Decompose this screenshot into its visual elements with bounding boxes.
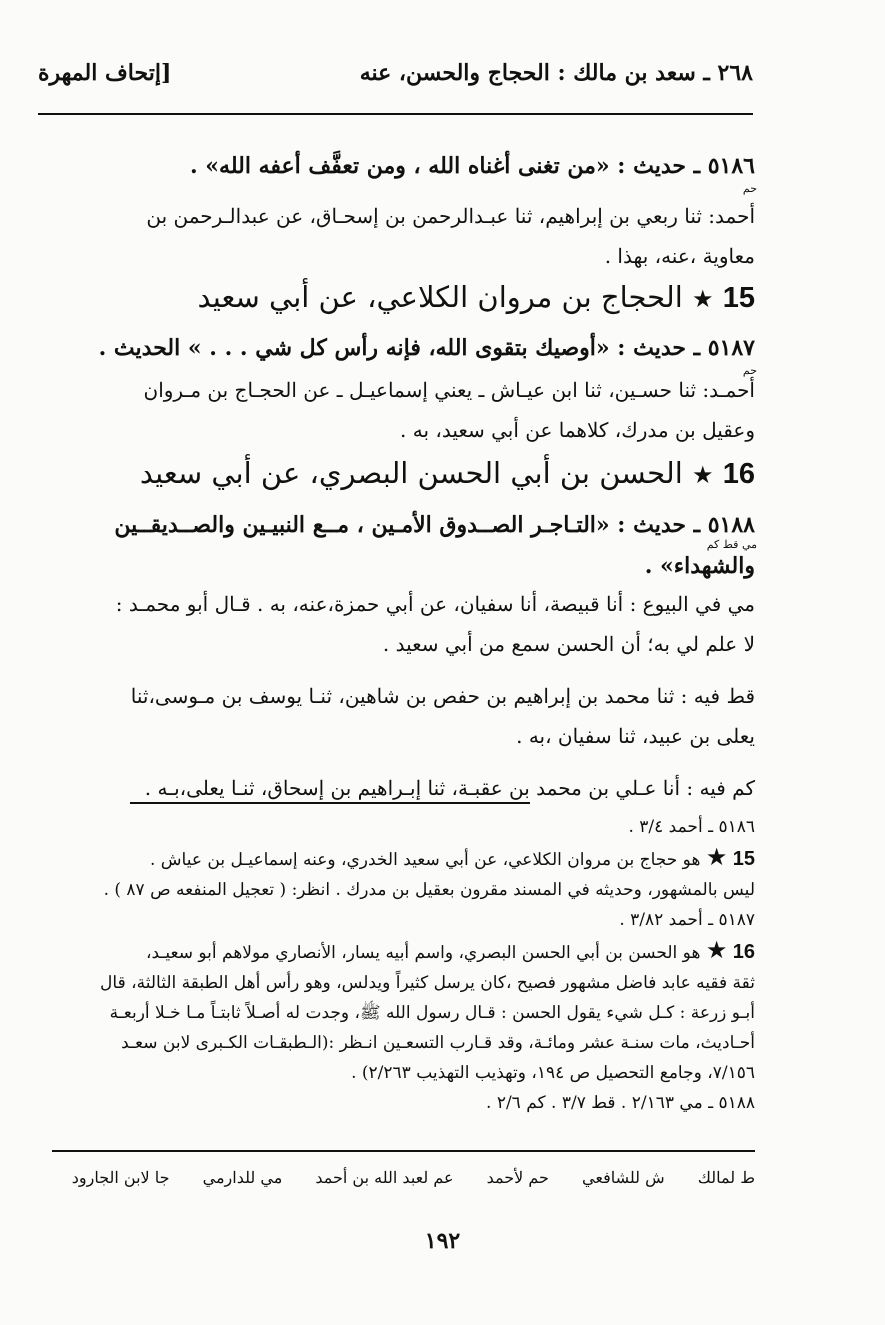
footnote-line <box>52 842 755 875</box>
abbreviation-item: مي للدارمي <box>202 1168 283 1187</box>
hadith-5188-heading-line2: والشهداء» . <box>644 553 755 579</box>
section-title: الحسن بن أبي الحسن البصري، عن أبي سعيد <box>139 456 683 490</box>
hadith-5187-heading: ٥١٨٧ ـ حديث : «أوصيك بتقوى الله، فإنه رأس كل شي . . . » الحديث . <box>98 335 755 361</box>
abbreviation-item: عم لعبد الله بن أحمد <box>315 1168 454 1187</box>
paragraph-line: قط فيه : ثنا محمد بن إبراهيم بن حفص بن شاهين، ثنـا يوسف بن مـوسى،ثنا <box>130 684 755 708</box>
footnote-line: ٥١٨٦ ـ أحمد ٣/٤ . <box>628 817 755 837</box>
hadith-5188-text <box>52 584 755 808</box>
footnote-line: ثقة فقيه عابد فاضل مشهور فصيح ،كان يرسل كثيراً ويدلس، وهو رأس أهل الطبقة الثالثة، قال <box>100 973 755 993</box>
running-header <box>38 60 753 100</box>
star-icon: ★ <box>705 843 728 871</box>
star-icon: ★ <box>692 285 714 313</box>
star-icon: ★ <box>692 461 714 489</box>
section-16 <box>52 450 755 498</box>
hadith-5188-heading: ٥١٨٨ ـ حديث : «التـاجـر الصــدوق الأمـين ، مــع النبيـين والصــديقــين <box>114 512 755 538</box>
footnote-number: 15 <box>732 848 755 870</box>
page-number: ١٩٢ <box>424 1228 461 1254</box>
abbreviation-key <box>52 1168 755 1187</box>
header-chapter-title: ٢٦٨ ـ سعد بن مالك : الحجاج والحسن، عنه <box>359 60 753 86</box>
footnote-line: ٧/١٥٦، وجامع التحصيل ص ١٩٤، وتهذيب التهذيب ٢/٢٦٣) . <box>351 1063 755 1083</box>
footnotes <box>52 812 755 1118</box>
paragraph-line: أحمـد: ثنا حسـين، ثنا ابن عيـاش ـ يعني إسماعيـل ـ عن الحجـاج بن مـروان <box>143 378 755 402</box>
footnote-line: ٥١٨٨ ـ مي ٢/١٦٣ . قط ٣/٧ . كم ٢/٦ . <box>486 1093 755 1113</box>
paragraph-line: أحمد: ثنا ربعي بن إبراهيم، ثنا عبـدالرحمن بن إسحـاق، عن عبدالـرحمن بن <box>146 204 755 228</box>
hadith-5186-text <box>52 196 755 276</box>
footnote-line: ليس بالمشهور، وحديثه في المسند مقرون بعقيل بن مدرك . انظر: ( تعجيل المنفعه ص ٨٧ ) . <box>103 880 755 900</box>
footnote-line: أبـو زرعة : كـل شيء يقول الحسن : قـال رسول الله ﷺ، وجدت له أصـلاً ثابتـاً مـا خـلا أربعـة <box>109 1003 755 1023</box>
footnote-line <box>52 935 755 968</box>
header-rule <box>38 113 753 115</box>
footnote-text: هو الحسن بن أبي الحسن البصري، واسم أبيه يسار، الأنصاري مولاهم أبو سعيـد، <box>146 943 701 963</box>
hadith-5186-siglum: حم <box>742 182 757 195</box>
hadith-5188-heading-cont <box>52 548 755 584</box>
hadith-5188-siglum: مي قط كم <box>706 538 757 551</box>
hadith-5186-heading: ٥١٨٦ ـ حديث : «من تغنى أغناه الله ، ومن تعفَّف أعفه الله» . <box>189 153 755 179</box>
hadith-5188 <box>52 507 755 543</box>
paragraph-line: وعقيل بن مدرك، كلاهما عن أبي سعيد، به . <box>400 418 755 442</box>
hadith-5186 <box>52 148 755 184</box>
paragraph-line: يعلى بن عبيد، ثنا سفيان ،به . <box>516 724 755 748</box>
abbreviation-item: ش للشافعي <box>582 1168 665 1187</box>
section-number: 16 <box>722 458 755 490</box>
footnote-line: أحـاديث، مات سنـة عشر ومائـة، وقد قـارب التسعـين انـظر :(الـطبقـات الكـبرى لابن سعـد <box>121 1033 755 1053</box>
hadith-5187 <box>52 330 755 366</box>
section-15-heading <box>52 274 755 322</box>
paragraph-line: معاوية ،عنه، بهذا . <box>604 244 755 268</box>
footnote-line: ٥١٨٧ ـ أحمد ٣/٨٢ . <box>619 910 755 930</box>
paragraph-line: لا علم لي به؛ أن الحسن سمع من أبي سعيد . <box>382 632 755 656</box>
footnote-text: هو حجاج بن مروان الكلاعي، عن أبي سعيد الخدري، وعنه إسماعيـل بن عياش . <box>149 850 701 870</box>
section-16-heading <box>52 450 755 498</box>
section-number: 15 <box>722 282 755 314</box>
header-book-title: [إتحاف المهرة <box>38 60 172 86</box>
paragraph-line: كم فيه : أنا عـلي بن محمد بن عقبـة، ثنا إبـراهيم بن إسحاق، ثنـا يعلى،بـه . <box>144 776 755 800</box>
abbreviation-rule <box>52 1150 755 1152</box>
footnote-number: 16 <box>732 941 755 963</box>
hadith-5187-siglum: حم <box>742 364 757 377</box>
section-title: الحجاج بن مروان الكلاعي، عن أبي سعيد <box>197 280 683 314</box>
paragraph-line: مي في البيوع : أنا قبيصة، أنا سفيان، عن أبي حمزة،عنه، به . قـال أبو محمـد : <box>115 592 755 616</box>
star-icon: ★ <box>705 936 728 964</box>
abbreviation-item: حم لأحمد <box>486 1168 549 1187</box>
abbreviation-item: جا لابن الجارود <box>71 1168 170 1187</box>
section-15 <box>52 274 755 322</box>
hadith-5187-text <box>52 370 755 450</box>
footnote-separator <box>130 802 530 804</box>
abbreviation-item: ط لمالك <box>697 1168 755 1187</box>
